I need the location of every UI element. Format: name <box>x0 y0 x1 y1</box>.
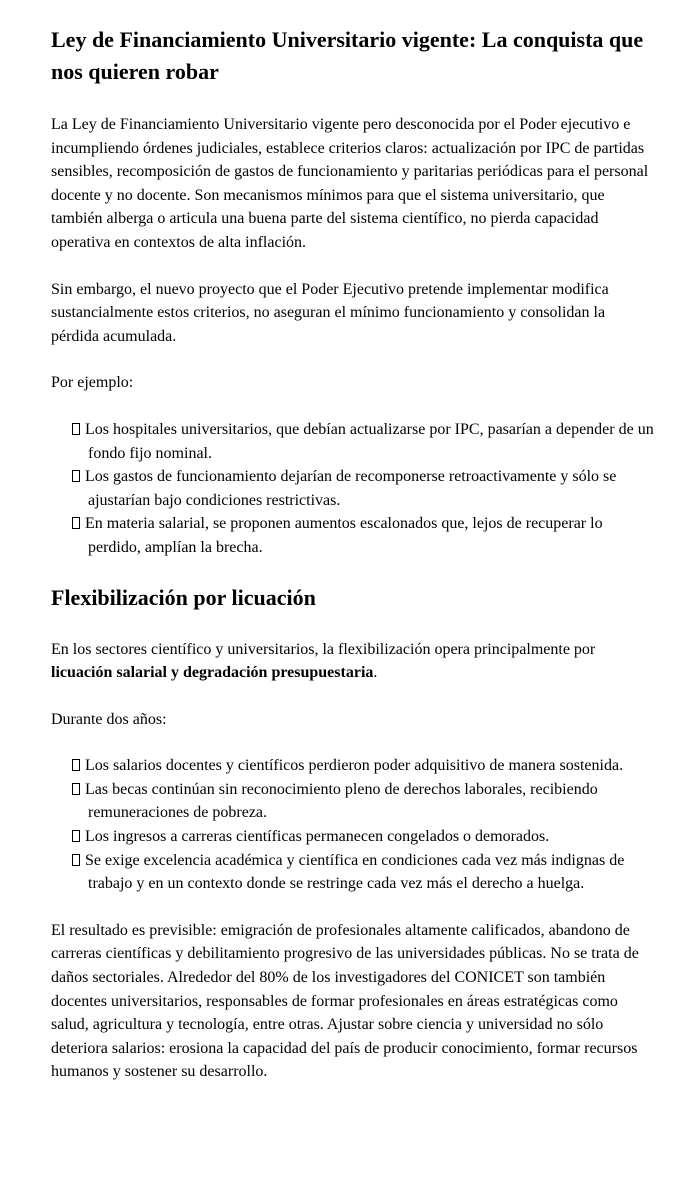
list-item-text: Los hospitales universitarios, que debían actualizarse por IPC, pasarían a depender de un fondo fijo nominal. <box>85 420 654 462</box>
paragraph-sectores-text: En los sectores científico y universitarios, la flexibilización opera principalmente por <box>51 640 596 658</box>
missing-glyph-icon <box>72 854 80 866</box>
paragraph-sectores-end: . <box>373 664 378 682</box>
paragraph-sectores <box>51 638 655 685</box>
intro-por-ejemplo: Por ejemplo: <box>51 374 134 392</box>
missing-glyph-icon <box>72 830 80 842</box>
list-item <box>72 778 655 825</box>
list-item-text: En materia salarial, se proponen aumentos escalonados que, lejos de recuperar lo perdido, amplían la brecha. <box>85 515 603 556</box>
bullet-list-ejemplos <box>51 418 655 560</box>
missing-glyph-icon <box>72 423 80 435</box>
missing-glyph-icon <box>72 470 80 482</box>
paragraph-ley-vigente: La Ley de Financiamiento Universitario vigente pero desconocida por el Poder ejecutivo e incumpliendo órdenes judiciales, establece criterios claros: actualización por IPC de partidas sensibles, recomposición de gastos de funcionamiento y paritarias periódicas para el personal docente y no docente. Son mecanismos mínimos para que el sistema universitario, que también alberga o articula una buena parte del sistema científico, no pierda capacidad operativa en contextos de alta inflación. <box>51 116 649 251</box>
list-item <box>72 512 655 559</box>
intro-durante-dos-anos: Durante dos años: <box>51 710 167 728</box>
paragraph-resultado: El resultado es previsible: emigración de profesionales altamente calificados, abandono de carreras científicas y debilitamiento progresivo de las universidades públicas. No se trata de daños sectoriales. Alrededor del 80% de los investigadores del CONICET son también docentes universitarios, responsables de formar profesionales en áreas estratégicas como salud, agricultura y tecnología, entre otras. Ajustar sobre ciencia y universidad no sólo deteriora salarios: erosiona la capacidad del país de producir conocimiento, formar recursos humanos y sostener su desarrollo. <box>51 921 639 1081</box>
list-item-text: Se exige excelencia académica y científica en condiciones cada vez más indignas de trabajo y en un contexto donde se restringe cada vez más el derecho a huelga. <box>85 851 625 893</box>
missing-glyph-icon <box>72 759 80 771</box>
list-item <box>72 849 655 896</box>
missing-glyph-icon <box>72 783 80 795</box>
list-item <box>72 418 655 465</box>
section-title-ley: Ley de Financiamiento Universitario vigente: La conquista que nos quieren robar <box>51 27 644 84</box>
list-item <box>72 825 655 849</box>
paragraph-sectores-emphasis: licuación salarial y degradación presupuestaria <box>51 664 374 682</box>
list-item-text: Las becas continúan sin reconocimiento pleno de derechos laborales, recibiendo remuneraciones de pobreza. <box>85 780 598 822</box>
missing-glyph-icon <box>72 517 80 529</box>
list-item-text: Los salarios docentes y científicos perdieron poder adquisitivo de manera sostenida. <box>85 757 624 775</box>
paragraph-nuevo-proyecto: Sin embargo, el nuevo proyecto que el Poder Ejecutivo pretende implementar modifica sustancialmente estos criterios, no aseguran el mínimo funcionamiento y consolidan la pérdida acumulada. <box>51 280 609 345</box>
list-item-text: Los gastos de funcionamiento dejarían de recomponerse retroactivamente y sólo se ajustarían bajo condiciones restrictivas. <box>85 468 617 509</box>
list-item <box>72 465 655 512</box>
section-title-flexibilizacion: Flexibilización por licuación <box>51 584 316 610</box>
bullet-list-durante <box>51 754 655 896</box>
list-item <box>72 754 655 778</box>
list-item-text: Los ingresos a carreras científicas permanecen congelados o demorados. <box>85 828 550 846</box>
